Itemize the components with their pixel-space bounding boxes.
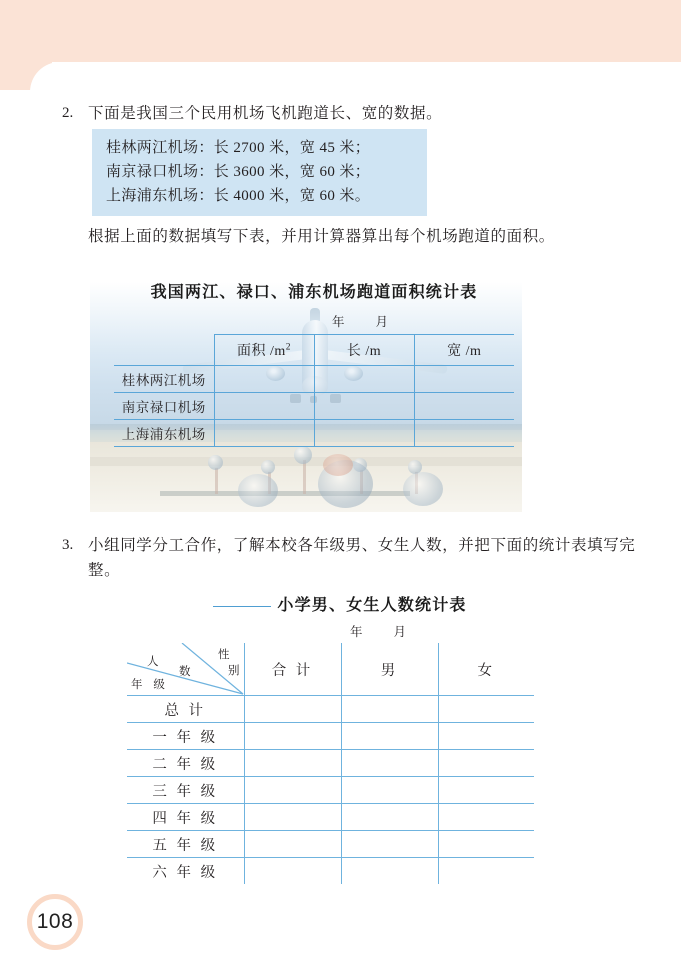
- table2-cell-total[interactable]: [244, 750, 341, 777]
- runway-light-head: [294, 446, 312, 464]
- table2-cell-male[interactable]: [341, 831, 438, 858]
- table1-header-row: [114, 335, 514, 366]
- table2-cell-female[interactable]: [438, 750, 534, 777]
- table1-date-year: 年: [332, 315, 346, 329]
- runway-blur-blob: [403, 472, 443, 506]
- table2-cell-total[interactable]: [244, 831, 341, 858]
- corner-label-sex-1: 性: [218, 649, 230, 661]
- airport-data-line: 上海浦东机场：长 4000 米，宽 60 米。: [106, 188, 371, 204]
- table1-head: [114, 335, 514, 366]
- problem-3-number: 3.: [62, 537, 74, 553]
- table2-header-row: [127, 643, 534, 696]
- table1-col-width: 宽 /m: [414, 335, 514, 366]
- runway-light-head: [208, 455, 223, 470]
- table-row: [127, 723, 534, 750]
- runway-light-head: [261, 460, 275, 474]
- table-row: [127, 696, 534, 723]
- airport-runway-table-block: [121, 282, 522, 512]
- table1-col-length: 长 /m: [314, 335, 414, 366]
- table-row: [114, 393, 514, 420]
- table1-date-month: 月: [375, 315, 390, 329]
- table2-cell-female[interactable]: [438, 777, 534, 804]
- table2-col-male: 男: [341, 643, 438, 696]
- table1-area-superscript: 2: [285, 342, 292, 353]
- table-row: [127, 750, 534, 777]
- table2-title-blank-underline[interactable]: [213, 606, 271, 607]
- table1-cell-width[interactable]: [414, 420, 514, 447]
- table2-row-label: 一 年 级: [127, 723, 244, 750]
- corner-label-count-1: 人: [147, 656, 159, 668]
- page-number-text: 108: [36, 910, 74, 933]
- table1-cell-width[interactable]: [414, 366, 514, 393]
- runway-light-post: [215, 468, 218, 494]
- table-row: [114, 366, 514, 393]
- table2-cell-male[interactable]: [341, 750, 438, 777]
- table1-col-area-label: 面积 /m: [236, 344, 286, 359]
- table1-cell-area[interactable]: [214, 420, 314, 447]
- table2-body: [127, 643, 534, 884]
- table2-cell-female[interactable]: [438, 804, 534, 831]
- table2-cell-male[interactable]: [341, 723, 438, 750]
- table2-cell-total[interactable]: [244, 804, 341, 831]
- table1-cell-length[interactable]: [314, 366, 414, 393]
- table2-row-label: 六 年 级: [127, 858, 244, 885]
- table2-cell-female[interactable]: [438, 696, 534, 723]
- table2-cell-female[interactable]: [438, 858, 534, 885]
- table-row: [114, 420, 514, 447]
- table2-cell-male[interactable]: [341, 696, 438, 723]
- table1-title: 我国两江、禄口、浦东机场跑道面积统计表: [150, 284, 478, 301]
- table2-date-year: 年: [350, 625, 364, 639]
- problem-3-prompt: 小组同学分工合作，了解本校各年级男、女生人数，并把下面的统计表填写完整。: [88, 537, 636, 579]
- table1-body: [114, 366, 514, 447]
- table2-row-label: 五 年 级: [127, 831, 244, 858]
- table-row: [127, 804, 534, 831]
- page-number: [27, 894, 83, 950]
- table2-cell-total[interactable]: [244, 723, 341, 750]
- runway-light-post: [303, 460, 306, 494]
- corner-label-count-2: 数: [179, 666, 191, 678]
- table2-cell-total[interactable]: [244, 696, 341, 723]
- table1-cell-width[interactable]: [414, 393, 514, 420]
- table2-diagonal-corner-cell: [127, 643, 244, 696]
- table1-cell-length[interactable]: [314, 393, 414, 420]
- page-top-decorative-band: [0, 0, 681, 62]
- corner-label-sex-2: 别: [228, 665, 240, 677]
- airport-runway-table: [114, 334, 514, 447]
- table1-cell-area[interactable]: [214, 366, 314, 393]
- table1-date-line: [332, 312, 512, 330]
- student-count-table: [127, 643, 534, 884]
- table-row: [127, 777, 534, 804]
- table2-cell-male[interactable]: [341, 777, 438, 804]
- table1-row-label: 上海浦东机场: [114, 420, 214, 447]
- table-row: [127, 858, 534, 885]
- table2-date-line: [350, 622, 530, 640]
- table2-cell-female[interactable]: [438, 831, 534, 858]
- problem-2-instruction: 根据上面的数据填写下表，并用计算器算出每个机场跑道的面积。: [88, 228, 555, 245]
- table2-row-label: 四 年 级: [127, 804, 244, 831]
- airport-data-line: 桂林两江机场：长 2700 米，宽 45 米；: [106, 140, 371, 156]
- table2-cell-total[interactable]: [244, 858, 341, 885]
- table-row: [127, 831, 534, 858]
- table2-cell-female[interactable]: [438, 723, 534, 750]
- table2-title-text: 小学男、女生人数统计表: [277, 597, 467, 614]
- table2-row-label: 三 年 级: [127, 777, 244, 804]
- airport-data-line: 南京禄口机场：长 3600 米，宽 60 米；: [106, 164, 371, 180]
- table2-col-total: 合 计: [244, 643, 341, 696]
- table2-cell-male[interactable]: [341, 804, 438, 831]
- table2-cell-total[interactable]: [244, 777, 341, 804]
- table2-title: [150, 592, 530, 615]
- table2-cell-male[interactable]: [341, 858, 438, 885]
- problem-2-prompt: 下面是我国三个民用机场飞机跑道长、宽的数据。: [88, 105, 443, 122]
- problem-3: [62, 533, 642, 583]
- runway-blur-blob: [238, 474, 278, 507]
- runway-blur-blob: [323, 454, 353, 476]
- runway-edge-bar: [160, 491, 410, 496]
- problem-2: [62, 101, 642, 126]
- table2-row-label: 总 计: [127, 696, 244, 723]
- corner-label-grade: 年 级: [131, 679, 169, 691]
- table2-col-female: 女: [438, 643, 534, 696]
- table2-row-label: 二 年 级: [127, 750, 244, 777]
- table1-row-label: 桂林两江机场: [114, 366, 214, 393]
- table1-col-area: [214, 335, 314, 366]
- table1-cell-length[interactable]: [314, 420, 414, 447]
- table1-corner-cell: [114, 335, 214, 366]
- table1-cell-area[interactable]: [214, 393, 314, 420]
- table1-row-label: 南京禄口机场: [114, 393, 214, 420]
- table2-date-month: 月: [393, 625, 408, 639]
- airport-data-box: [92, 129, 427, 216]
- problem-2-number: 2.: [62, 105, 74, 121]
